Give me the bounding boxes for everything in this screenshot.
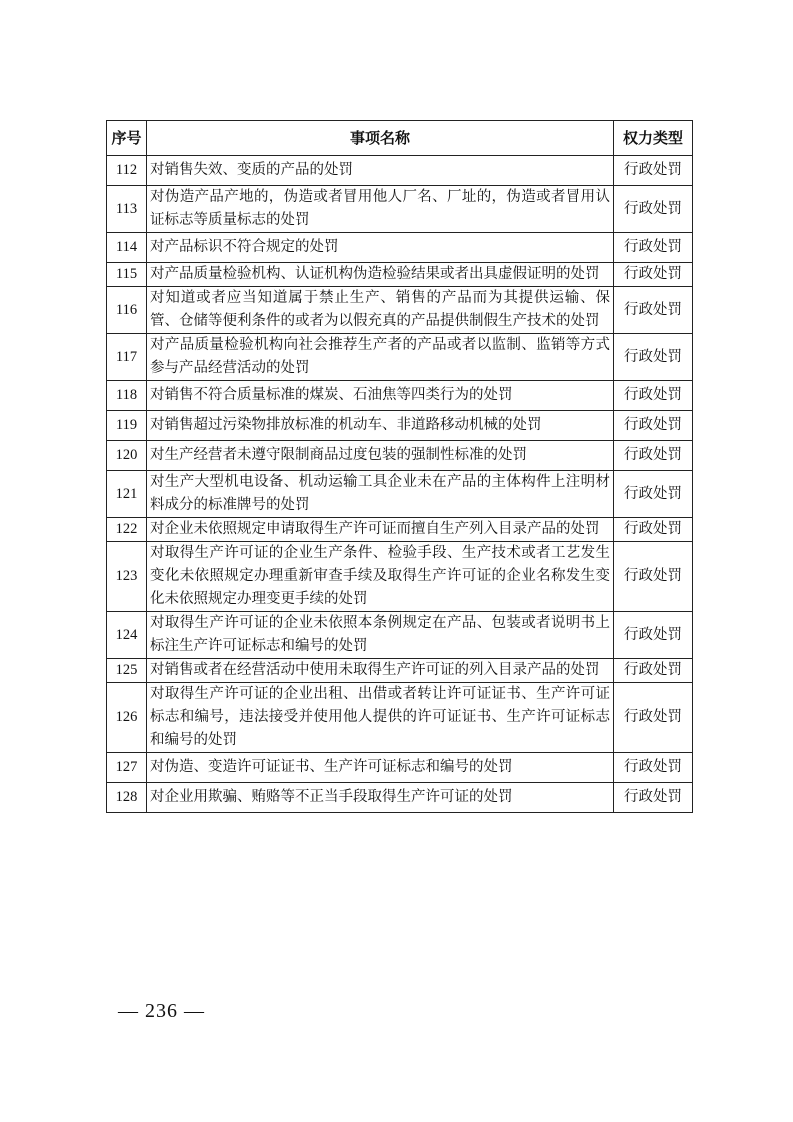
row-serial-number: 116 bbox=[107, 287, 147, 334]
row-item-name: 对取得生产许可证的企业生产条件、检验手段、生产技术或者工艺发生变化未依照规定办理重新审查手续及取得生产许可证的企业名称发生变化未依照规定办理变更手续的处罚 bbox=[147, 542, 614, 612]
table-row bbox=[107, 263, 693, 287]
row-power-type: 行政处罚 bbox=[614, 542, 693, 612]
row-item-name: 对销售不符合质量标准的煤炭、石油焦等四类行为的处罚 bbox=[147, 381, 614, 411]
power-items-table bbox=[106, 120, 693, 813]
row-serial-number: 114 bbox=[107, 233, 147, 263]
row-item-name: 对产品质量检验机构、认证机构伪造检验结果或者出具虚假证明的处罚 bbox=[147, 263, 614, 287]
table-row bbox=[107, 518, 693, 542]
row-serial-number: 124 bbox=[107, 612, 147, 659]
table-header-row bbox=[107, 121, 693, 156]
header-item-name: 事项名称 bbox=[147, 121, 614, 156]
row-item-name: 对生产大型机电设备、机动运输工具企业未在产品的主体构件上注明材料成分的标准牌号的处罚 bbox=[147, 471, 614, 518]
row-item-name: 对取得生产许可证的企业出租、出借或者转让许可证证书、生产许可证标志和编号，违法接受并使用他人提供的许可证证书、生产许可证标志和编号的处罚 bbox=[147, 683, 614, 753]
row-power-type: 行政处罚 bbox=[614, 683, 693, 753]
table-row bbox=[107, 542, 693, 612]
table-row bbox=[107, 471, 693, 518]
table-row bbox=[107, 287, 693, 334]
row-item-name: 对伪造产品产地的，伪造或者冒用他人厂名、厂址的，伪造或者冒用认证标志等质量标志的处罚 bbox=[147, 186, 614, 233]
table-row bbox=[107, 186, 693, 233]
header-serial-number: 序号 bbox=[107, 121, 147, 156]
row-item-name: 对产品质量检验机构向社会推荐生产者的产品或者以监制、监销等方式参与产品经营活动的处罚 bbox=[147, 334, 614, 381]
row-power-type: 行政处罚 bbox=[614, 233, 693, 263]
row-serial-number: 120 bbox=[107, 441, 147, 471]
row-serial-number: 125 bbox=[107, 659, 147, 683]
row-power-type: 行政处罚 bbox=[614, 783, 693, 813]
row-item-name: 对伪造、变造许可证证书、生产许可证标志和编号的处罚 bbox=[147, 753, 614, 783]
row-serial-number: 118 bbox=[107, 381, 147, 411]
row-power-type: 行政处罚 bbox=[614, 381, 693, 411]
row-power-type: 行政处罚 bbox=[614, 612, 693, 659]
row-item-name: 对取得生产许可证的企业未依照本条例规定在产品、包装或者说明书上标注生产许可证标志和编号的处罚 bbox=[147, 612, 614, 659]
row-serial-number: 126 bbox=[107, 683, 147, 753]
row-serial-number: 128 bbox=[107, 783, 147, 813]
row-serial-number: 112 bbox=[107, 156, 147, 186]
page-number: — 236 — bbox=[118, 1000, 205, 1022]
row-serial-number: 123 bbox=[107, 542, 147, 612]
table-row bbox=[107, 381, 693, 411]
row-power-type: 行政处罚 bbox=[614, 518, 693, 542]
row-power-type: 行政处罚 bbox=[614, 263, 693, 287]
row-power-type: 行政处罚 bbox=[614, 411, 693, 441]
row-power-type: 行政处罚 bbox=[614, 441, 693, 471]
row-serial-number: 127 bbox=[107, 753, 147, 783]
table-row bbox=[107, 156, 693, 186]
row-power-type: 行政处罚 bbox=[614, 156, 693, 186]
table-row bbox=[107, 411, 693, 441]
table-row bbox=[107, 334, 693, 381]
row-serial-number: 117 bbox=[107, 334, 147, 381]
row-item-name: 对生产经营者未遵守限制商品过度包装的强制性标准的处罚 bbox=[147, 441, 614, 471]
table-row bbox=[107, 753, 693, 783]
row-serial-number: 121 bbox=[107, 471, 147, 518]
table-row bbox=[107, 233, 693, 263]
row-power-type: 行政处罚 bbox=[614, 334, 693, 381]
row-item-name: 对企业用欺骗、贿赂等不正当手段取得生产许可证的处罚 bbox=[147, 783, 614, 813]
row-item-name: 对销售失效、变质的产品的处罚 bbox=[147, 156, 614, 186]
row-serial-number: 115 bbox=[107, 263, 147, 287]
table-row bbox=[107, 441, 693, 471]
row-serial-number: 119 bbox=[107, 411, 147, 441]
row-serial-number: 122 bbox=[107, 518, 147, 542]
table-row bbox=[107, 612, 693, 659]
row-power-type: 行政处罚 bbox=[614, 753, 693, 783]
row-item-name: 对销售或者在经营活动中使用未取得生产许可证的列入目录产品的处罚 bbox=[147, 659, 614, 683]
row-power-type: 行政处罚 bbox=[614, 659, 693, 683]
row-power-type: 行政处罚 bbox=[614, 287, 693, 334]
row-item-name: 对企业未依照规定申请取得生产许可证而擅自生产列入目录产品的处罚 bbox=[147, 518, 614, 542]
table-row bbox=[107, 683, 693, 753]
table-row bbox=[107, 659, 693, 683]
row-power-type: 行政处罚 bbox=[614, 186, 693, 233]
header-power-type: 权力类型 bbox=[614, 121, 693, 156]
row-serial-number: 113 bbox=[107, 186, 147, 233]
row-item-name: 对知道或者应当知道属于禁止生产、销售的产品而为其提供运输、保管、仓储等便利条件的或者为以假充真的产品提供制假生产技术的处罚 bbox=[147, 287, 614, 334]
row-power-type: 行政处罚 bbox=[614, 471, 693, 518]
row-item-name: 对产品标识不符合规定的处罚 bbox=[147, 233, 614, 263]
table-row bbox=[107, 783, 693, 813]
row-item-name: 对销售超过污染物排放标准的机动车、非道路移动机械的处罚 bbox=[147, 411, 614, 441]
